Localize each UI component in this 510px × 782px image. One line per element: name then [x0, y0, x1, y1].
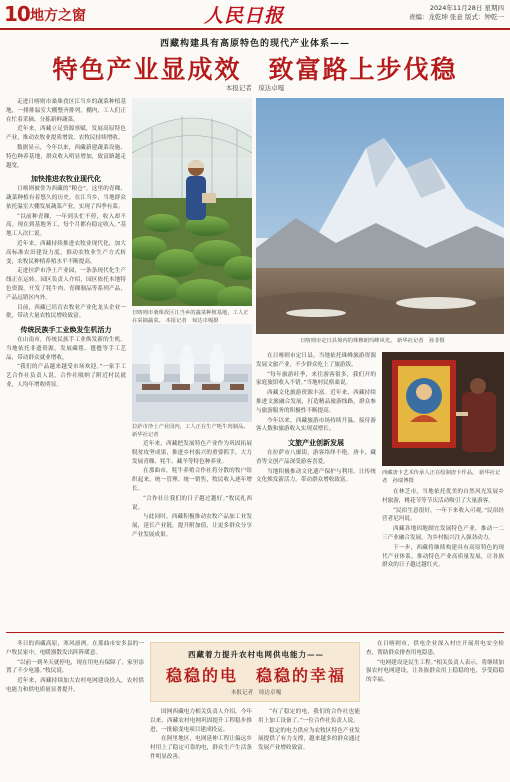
article-column-3 [256, 352, 376, 626]
paragraph: 近年来，西藏把发展特色产业作为巩固拓展脱贫攻坚成果、推进乡村振兴的重要抓手，大力发展青稞、牦牛、藏羊等特色种养业。 [132, 441, 252, 465]
paragraph: 冬日的西藏高原，寒风凛冽。在那曲市安多县的一户牧民家中，电暖器散发出阵阵暖意。 [6, 641, 144, 656]
paragraph: “以前种青稞，一年到头忙不停，收入却不高。现在到基地务工，每个月都有稳定收入。”基地工人次仁说。 [6, 213, 126, 238]
paragraph: “电网建设是民生工程。”相关负责人表示，将继续加强农村电网建设，让各族群众用上稳稳的电，享受稳稳的幸福。 [366, 659, 504, 684]
subhead-culture-tourism: 文旅产业创新发展 [288, 439, 344, 448]
article2-title-box [150, 642, 360, 702]
paragraph: “每年旅游旺季，来往游客很多，我们开的家庭旅馆收入不错。”当地村民格桑说。 [256, 371, 376, 387]
thangka-image [382, 352, 504, 466]
article-divider [6, 632, 504, 633]
paragraph: 西藏文化旅游资源丰富。近年来，西藏持续推进文旅融合发展，打造精品旅游线路，群众参与旅游服务的积极性不断提高。 [256, 390, 376, 414]
article2-column-3 [258, 708, 360, 778]
photo-greenhouse [132, 98, 252, 306]
photo-credit: 本报记者 琼达卓嘎摄 [165, 317, 219, 324]
paragraph: 日喀则被誉为西藏的“粮仓”，这里的青稞、蔬菜种植有着悠久的历史。在江当乡，当地群众依托温室大棚发展蔬菜产业，实现了四季有菜。 [6, 186, 126, 210]
issue-date: 2024年11月28日 星期四 [429, 4, 504, 12]
paragraph: 国网西藏电力相关负责人介绍，今年以来，西藏农村电网巩固提升工程稳步推进，一批输变电项目建成投运。 [150, 709, 252, 733]
factory-image [132, 324, 252, 422]
article2-column-1 [6, 640, 144, 778]
paragraph: 在山南市，传统民族手工业焕发新的生机。当地依托非遗资源，发展藏毯、氆氇等手工艺品，带动群众就业增收。 [6, 336, 126, 361]
subhead-agriculture: 加快推进农牧业现代化 [31, 175, 101, 184]
paragraph: 走进日喀则市桑珠孜区江当乡的蔬菜种植基地，一排排温室大棚整齐排列。棚内，工人们正在忙着采摘、分拣新鲜蔬菜。 [6, 99, 126, 123]
article-kicker: 西藏构建具有高原特色的现代产业体系—— [159, 39, 350, 49]
paragraph: “有了稳定的电，我们的合作社也能用上加工设备了。”一位合作社负责人说。 [258, 709, 360, 724]
paragraph: 今年以来，西藏旅游市场持续升温，接待游客人数和旅游收入实现双增长。 [256, 417, 376, 433]
paragraph: 稳定的电力供应为农牧区特色产业发展提供了有力支撑，越来越多的群众通过发展产业增收致富。 [258, 727, 360, 752]
paragraph: 在拉萨市八廓街，游客络绎不绝。唐卡、藏香等文创产品深受游客喜爱。 [256, 449, 376, 465]
paragraph: 目前，西藏已培育农牧业产业化龙头企业一批，带动大量农牧民增收致富。 [6, 304, 126, 320]
article-column-1 [6, 98, 126, 626]
paragraph: 与此同时，西藏积极推动农牧产品加工业发展，延长产业链，提升附加值，让更多群众分享产业发展成果。 [132, 514, 252, 538]
caption-factory [132, 424, 252, 439]
column-1-handicraft [6, 336, 126, 390]
greenhouse-image [132, 98, 252, 306]
article-byline: 本报记者 琼达卓嘎 [225, 84, 285, 92]
caption-text: 拉萨市净土产业园内，工人正在生产牦牛肉制品。 [132, 424, 249, 430]
photo-everest [256, 98, 504, 334]
photo-factory [132, 324, 252, 422]
paragraph: 下一步，西藏将继续构建具有高原特色的现代产业体系，推动特色产业高质量发展，让各族群众的日子越过越红火。 [382, 544, 504, 569]
paragraph: 当地积极推动文化遗产保护与利用，让传统文化焕发新活力，带动群众增收致富。 [256, 468, 376, 484]
paragraph: “我们的产品越来越受市场欢迎。”一家手工艺合作社负责人说，合作社吸纳了附近村民就业，人均年增收明显。 [6, 364, 126, 388]
article2-kicker: 西藏着力提升农村电网供电能力—— [188, 650, 324, 659]
paragraph: 在日喀则市定日县，当地依托珠峰旅游资源发展文旅产业，不少群众吃上了旅游饭。 [256, 353, 376, 368]
article2-column-2 [150, 708, 252, 778]
paragraph: 近年来，西藏持续推进农牧业现代化，加大高标准农田建设力度，推动农牧业生产方式转变，农牧民种植养殖水平不断提高。 [6, 240, 126, 265]
column-1-intro [6, 98, 126, 170]
date-line [409, 4, 504, 22]
paragraph: 在阿里地区，电网延伸工程让偏远乡村用上了稳定可靠的电，群众生产生活条件明显改善。 [150, 736, 252, 760]
caption-text: 日喀则市桑珠孜区江当乡的蔬菜种植基地，工人正在采摘蔬菜。 [132, 310, 249, 324]
caption-thangka [382, 470, 504, 485]
article2-byline: 本报记者 琼达卓嘎 [230, 690, 282, 696]
caption-everest [300, 338, 504, 346]
article-title: 特色产业显成效 致富路上步伐稳 [52, 55, 458, 84]
caption-text: 西藏唐卡艺术传承人正在绘制唐卡作品。 [382, 470, 478, 476]
paragraph: 数据显示，今年以来，西藏新建蔬菜设施、特色种养基地，群众收入明显增加，致富路越走越宽。 [6, 144, 126, 169]
article-column-2 [132, 440, 252, 626]
article2-title: 稳稳的电 稳稳的幸福 [165, 666, 346, 685]
photo-credit: 新华社记者 孙瑞博摄 [382, 470, 501, 484]
photo-credit: 新华社记者 孙非摄 [397, 338, 445, 344]
paragraph: 在那曲市，牦牛养殖合作社将分散的牧户组织起来，统一管理、统一销售，牧民收入逐年增长。 [132, 468, 252, 492]
subhead-handicraft: 传统民族手工业焕发生机活力 [20, 326, 112, 335]
section-name: 地方之窗 [30, 8, 86, 24]
editors-line: 责编：龙乾坤 张意 版式：钟乾一 [408, 13, 504, 21]
masthead [0, 0, 510, 30]
paragraph: “民宿生意很好，一年下来收入可观。”民宿经营者尼玛说。 [382, 507, 504, 523]
photo-thangka [382, 352, 504, 466]
paragraph: 在日喀则市，供电企业深入村庄开展用电安全检查，帮助群众排查用电隐患。 [366, 641, 504, 656]
article-column-4 [382, 488, 504, 626]
paragraph: 近年来，西藏立足资源禀赋，发展高原特色产业，推动农牧业提质增效、农牧民持续增收。 [6, 126, 126, 142]
paragraph: 西藏各地因地制宜发展特色产业，推动一二三产业融合发展，为乡村振兴注入强劲动力。 [382, 526, 504, 541]
paragraph: “合作社让我们的日子越过越好。”牧民扎西说。 [132, 495, 252, 511]
page-number: 10 [4, 2, 30, 26]
paragraph: “以前一到冬天就停电，现在用电有保障了，家里添置了不少电器。”牧民说。 [6, 659, 144, 675]
column-1-body [6, 185, 126, 321]
caption-text: 日喀则市定日县境内的珠穆朗玛峰风光。 [300, 338, 396, 344]
paragraph: 在林芝市，当地依托优美的自然风光发展乡村旅游，桃花节等节庆活动吸引了大量游客。 [382, 489, 504, 504]
caption-greenhouse [132, 310, 252, 325]
photo-credit: 新华社记者 [132, 431, 159, 438]
paragraph: 近年来，西藏持续加大农村电网建设投入，农村供电能力和供电质量显著提升。 [6, 678, 144, 693]
newspaper-logo: 人民日报 [204, 5, 285, 27]
paragraph: 走进拉萨市净土产业园，一条条现代化生产线正在运转。园区负责人介绍，园区依托本地特色资源，开发了牦牛肉、青稞制品等系列产品，产品远销区内外。 [6, 268, 126, 301]
everest-image [256, 98, 504, 334]
article2-column-4 [366, 640, 504, 778]
